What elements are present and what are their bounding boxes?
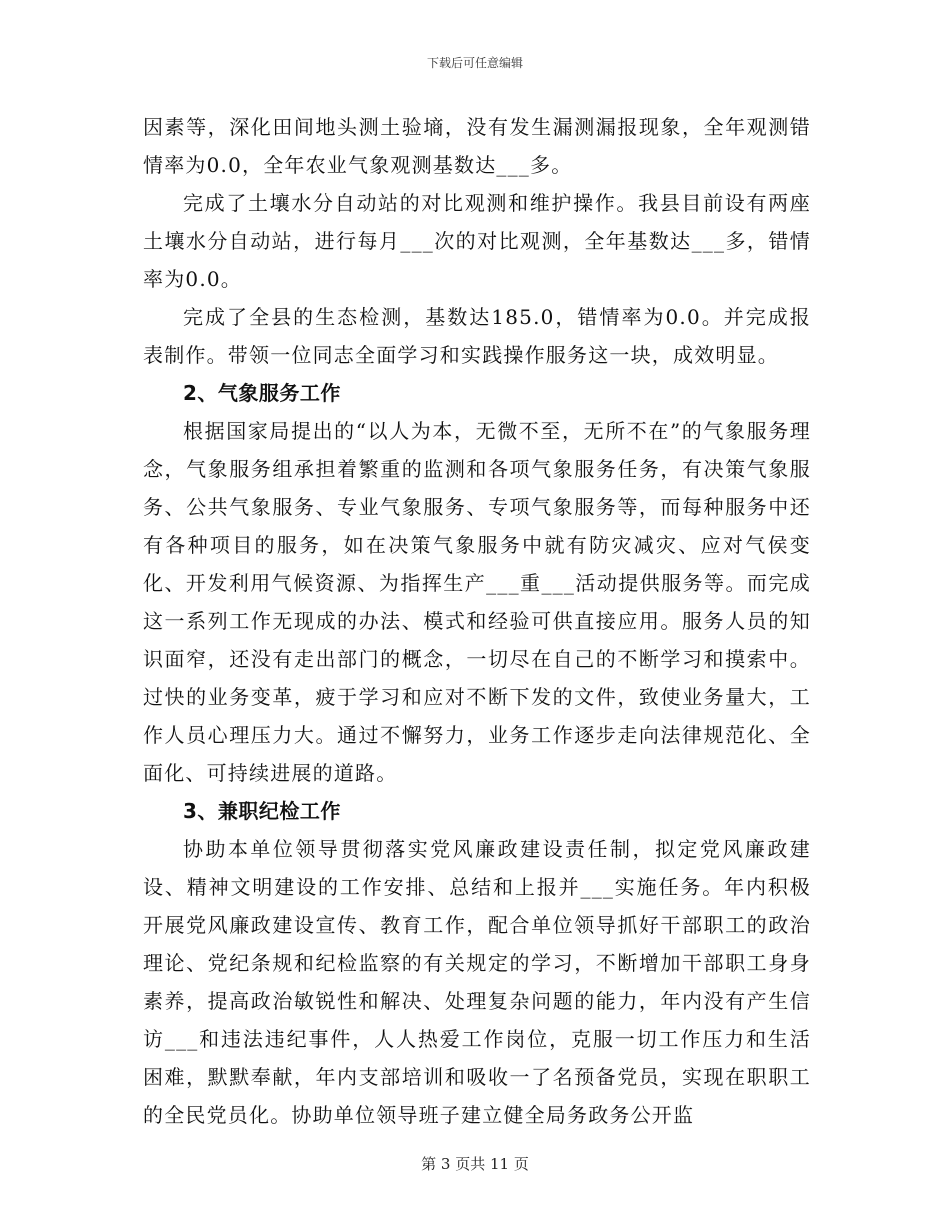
page-number: 第 3 页共 11 页 [421, 1155, 529, 1173]
page-header-note: 下载后可任意编辑 [426, 56, 523, 70]
document-body [143, 108, 811, 1134]
section-heading-weather-service: 2、气象服务工作 [183, 381, 341, 405]
paragraph-weather-service: 根据国家局提出的“以人为本，无微不至，无所不在”的气象服务理念，气象服务组承担着繁重的监测和各项气象服务任务，有决策气象服务、公共气象服务、专业气象服务、专项气象服务等，而每种服务中还有各种项目的服务，如在决策气象服务中就有防灾减灾、应对气侯变化、开发利用气候资源、为指挥生产___重___活动提供服务等。而完成这一系列工作无现成的办法、模式和经验可供直接应用。服务人员的知识面窄，还没有走出部门的概念，一切尽在自己的不断学习和摸索中。过快的业务变革，疲于学习和应对不断下发的文件，致使业务量大，工作人员心理压力大。通过不懈努力，业务工作逐步走向法律规范化、全面化、可持续进展的道路。 [143, 419, 811, 785]
paragraph-soil-moisture: 完成了土壤水分自动站的对比观测和维护操作。我县目前设有两座土壤水分自动站，进行每月___次的对比观测，全年基数达___多，错情率为0.0。 [143, 191, 811, 291]
paragraph-discipline-inspection: 协助本单位领导贯彻落实党风廉政建设责任制，拟定党风廉政建设、精神文明建设的工作安排、总结和上报并___实施任务。年内积极开展党风廉政建设宣传、教育工作，配合单位领导抓好干部职工的政治理论、党纪条规和纪检监察的有关规定的学习，不断增加干部职工身身素养，提高政治敏锐性和解决、处理复杂问题的能力，年内没有产生信访___和违法违纪事件，人人热爱工作岗位，克服一切工作压力和生活困难，默默奉献，年内支部培训和吸收一了名预备党员，实现在职职工的全民党员化。协助单位领导班子建立健全局务政务公开监 [143, 837, 811, 1127]
paragraph-continued: 因素等，深化田间地头测土验墒，没有发生漏测漏报现象，全年观测错情率为0.0，全年农业气象观测基数达___多。 [143, 115, 811, 177]
section-heading-discipline-inspection: 3、兼职纪检工作 [183, 799, 341, 823]
paragraph-ecology-monitoring: 完成了全县的生态检测，基数达185.0，错情率为0.0。并完成报表制作。带领一位同志全面学习和实践操作服务这一块，成效明显。 [143, 305, 811, 367]
